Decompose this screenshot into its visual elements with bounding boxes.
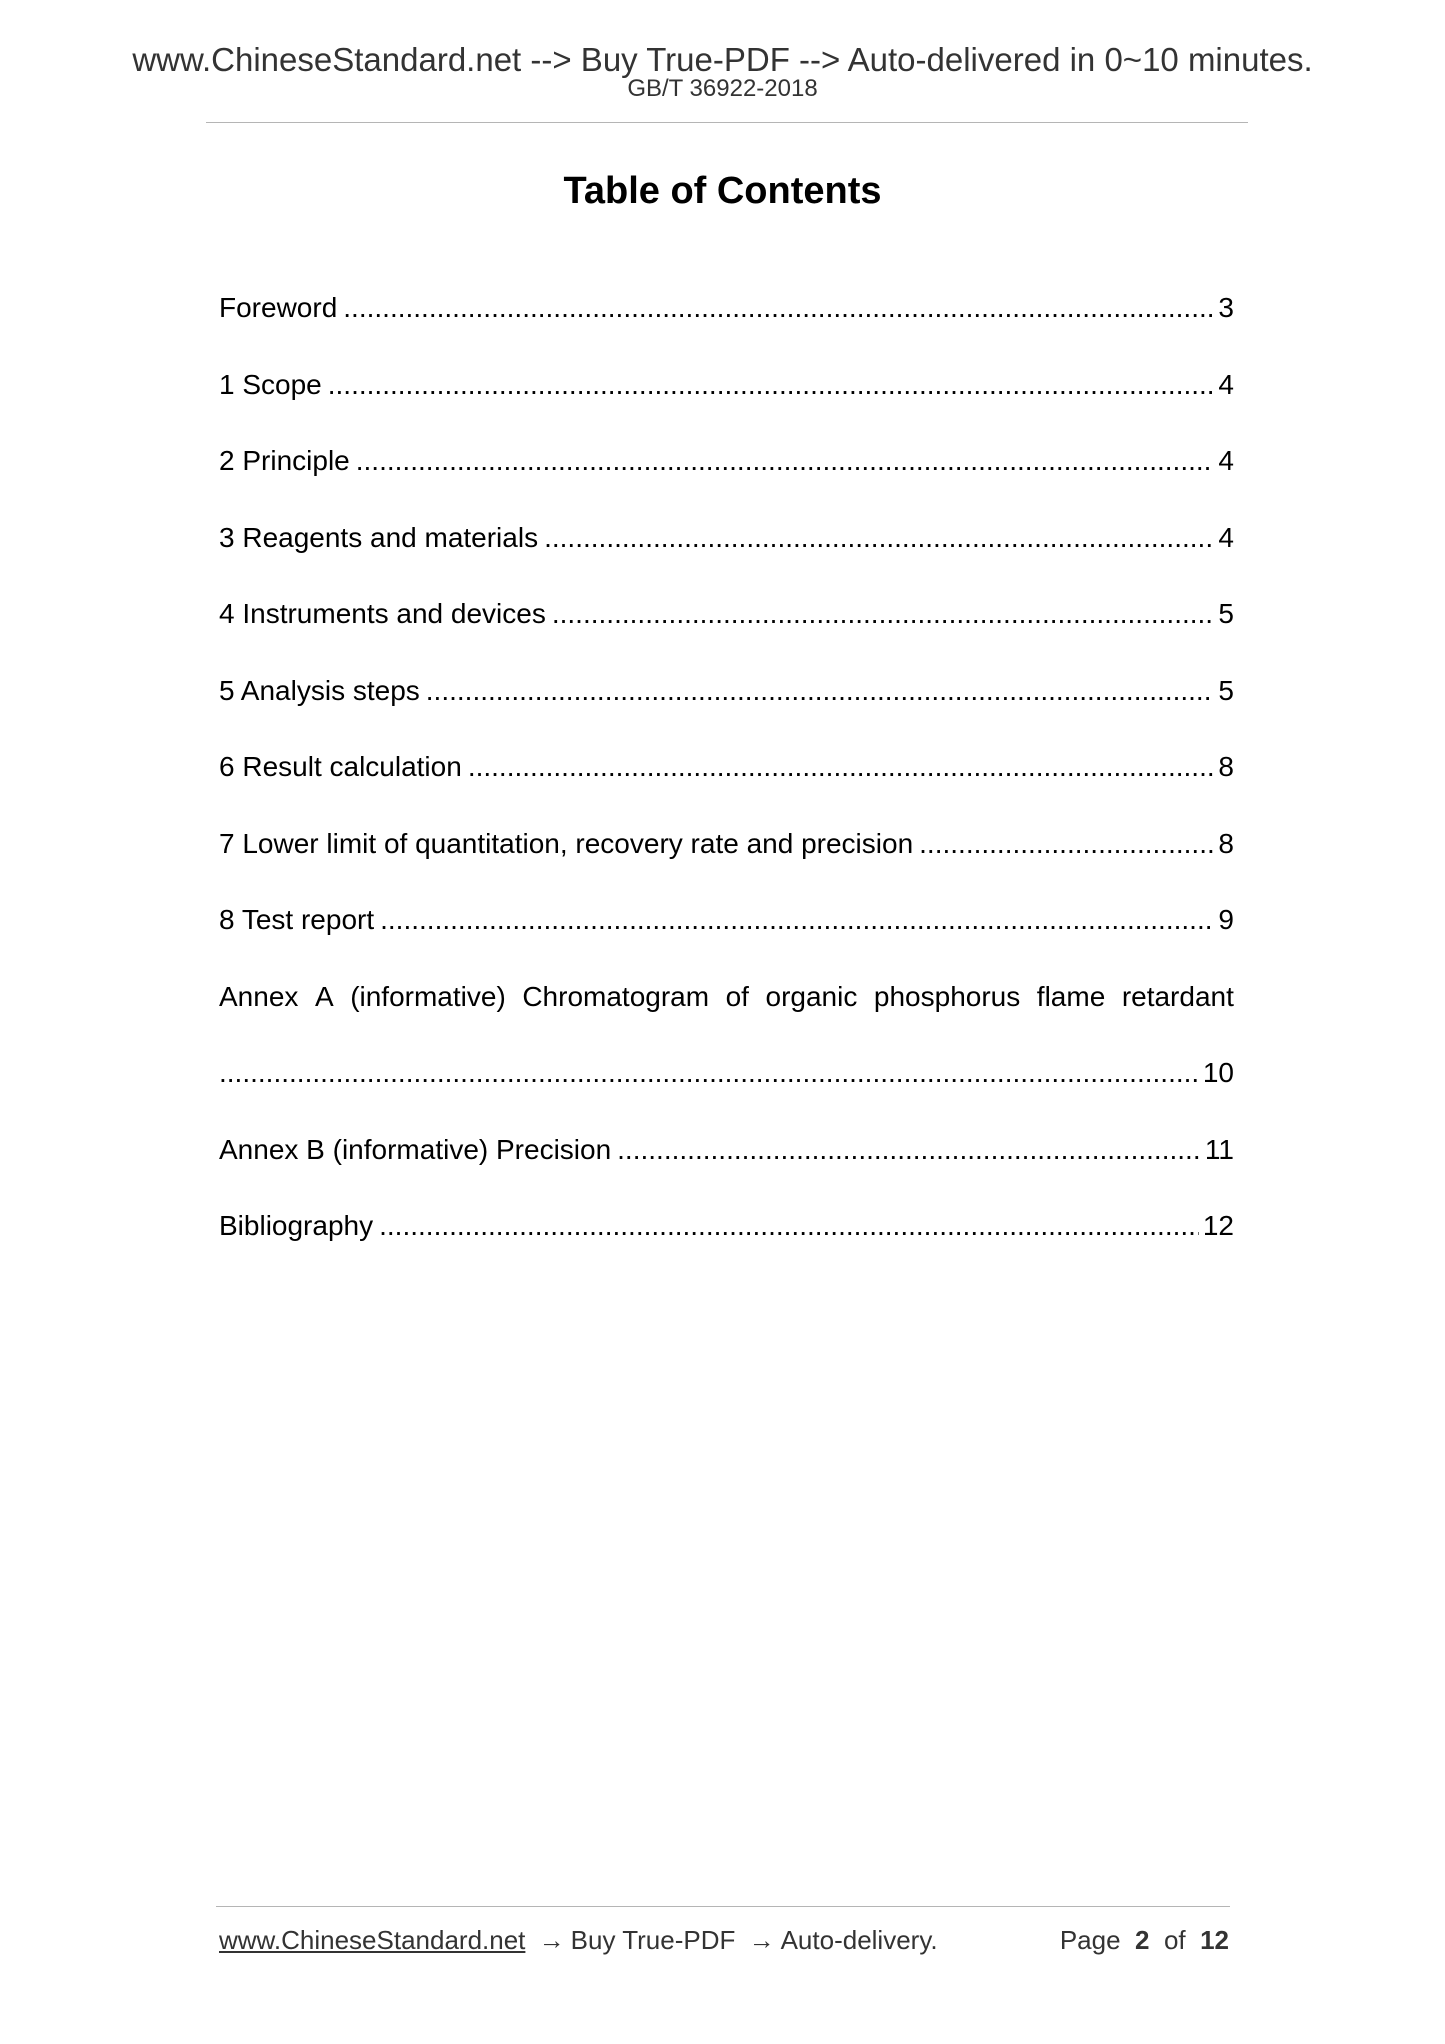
toc-entry-analysis[interactable] — [219, 673, 1234, 750]
toc-entry-label: 2 Principle — [219, 445, 350, 476]
toc-leader-dots — [552, 596, 1215, 632]
toc-leader-dots — [343, 290, 1214, 326]
toc-leader-dots — [356, 443, 1215, 479]
toc-entry-label: 8 Test report — [219, 904, 375, 935]
page-footer — [219, 1924, 1229, 1956]
toc-entry-page: 9 — [1218, 904, 1234, 935]
toc-entry-page: 5 — [1218, 598, 1234, 629]
toc-entry-page: 8 — [1218, 751, 1234, 782]
footer-buy-text: Buy True-PDF — [570, 1925, 736, 1955]
toc-leader-dots — [328, 367, 1215, 403]
toc-entry-scope[interactable] — [219, 367, 1234, 444]
toc-entry-label: 3 Reagents and materials — [219, 521, 539, 553]
toc-entry-page: 3 — [1218, 292, 1234, 323]
toc-word: phosphorus — [873, 980, 1021, 1012]
toc-entry-bibliography[interactable] — [219, 1208, 1234, 1285]
toc-entry-label-line — [219, 979, 1234, 1056]
toc-entry-page: 10 — [1202, 1057, 1234, 1088]
toc-entry-principle[interactable] — [219, 443, 1234, 520]
toc-leader-dots — [380, 902, 1214, 938]
toc-entry-label: 1 Scope — [219, 368, 322, 400]
toc-entry-instruments[interactable] — [219, 596, 1234, 673]
toc-entry-foreword[interactable] — [219, 290, 1234, 367]
toc-entry-label: 5 Analysis steps — [219, 674, 420, 706]
toc-entry-label: Foreword — [219, 292, 338, 323]
toc-word: (informative) — [350, 980, 506, 1012]
toc-word: Chromatogram — [522, 980, 710, 1012]
toc-leader-dots — [919, 826, 1214, 862]
toc-entry-page: 8 — [1218, 827, 1234, 859]
page-indicator — [1060, 1924, 1229, 1956]
toc-entry-annex-b[interactable] — [219, 1132, 1234, 1209]
page-title: Table of Contents — [563, 170, 882, 212]
page-total: 12 — [1200, 1925, 1229, 1955]
toc-leader-dots — [617, 1132, 1201, 1168]
toc-entry-page: 4 — [1218, 445, 1234, 476]
toc-word: of — [725, 980, 749, 1012]
toc-word: organic — [765, 980, 858, 1012]
toc-entry-lower-limit[interactable] — [219, 826, 1234, 903]
toc-entry-label: 7 Lower limit of quantitation, recovery rate and precision — [219, 827, 914, 859]
footer-site-link[interactable]: www.ChineseStandard.net — [219, 1925, 526, 1955]
toc-entry-label: Annex B (informative) Precision — [219, 1133, 612, 1165]
arrow-right-icon: → — [538, 1925, 565, 1955]
toc-leader-dots — [379, 1208, 1199, 1244]
toc-entry-page: 4 — [1218, 368, 1234, 400]
page-word: Page — [1059, 1925, 1121, 1955]
table-of-contents — [219, 290, 1234, 1285]
toc-word: flame — [1036, 980, 1106, 1012]
toc-leader-dots — [468, 749, 1215, 785]
toc-entry-label: Bibliography — [219, 1210, 374, 1241]
arrow-right-icon: → — [748, 1925, 775, 1955]
page-current: 2 — [1135, 1925, 1150, 1955]
toc-leader-dots — [219, 1055, 1199, 1091]
toc-entry-test-report[interactable] — [219, 902, 1234, 979]
toc-leader-dots — [426, 673, 1215, 709]
toc-entry-label: 4 Instruments and devices — [219, 598, 546, 629]
toc-word: Annex — [219, 980, 299, 1012]
header-divider — [206, 122, 1248, 123]
standard-code: GB/T 36922-2018 — [627, 75, 818, 102]
toc-entry-label: 6 Result calculation — [219, 751, 462, 782]
of-word: of — [1163, 1925, 1186, 1955]
top-banner: www.ChineseStandard.net --> Buy True-PDF --> Auto-delivered in 0~10 minutes. — [132, 41, 1313, 78]
toc-entry-reagents[interactable] — [219, 520, 1234, 597]
toc-entry-page: 12 — [1202, 1210, 1234, 1241]
toc-entry-page: 5 — [1218, 674, 1234, 706]
toc-entry-page-line — [219, 1055, 1234, 1132]
toc-word: A — [314, 980, 334, 1012]
toc-leader-dots — [544, 520, 1214, 556]
toc-entry-page: 11 — [1204, 1133, 1234, 1165]
toc-entry-annex-a[interactable] — [219, 979, 1234, 1132]
footer-divider — [216, 1906, 1230, 1907]
toc-word: retardant — [1121, 980, 1234, 1012]
footer-delivery-text: Auto-delivery. — [780, 1925, 938, 1955]
toc-entry-page: 4 — [1218, 521, 1234, 553]
toc-entry-result[interactable] — [219, 749, 1234, 826]
